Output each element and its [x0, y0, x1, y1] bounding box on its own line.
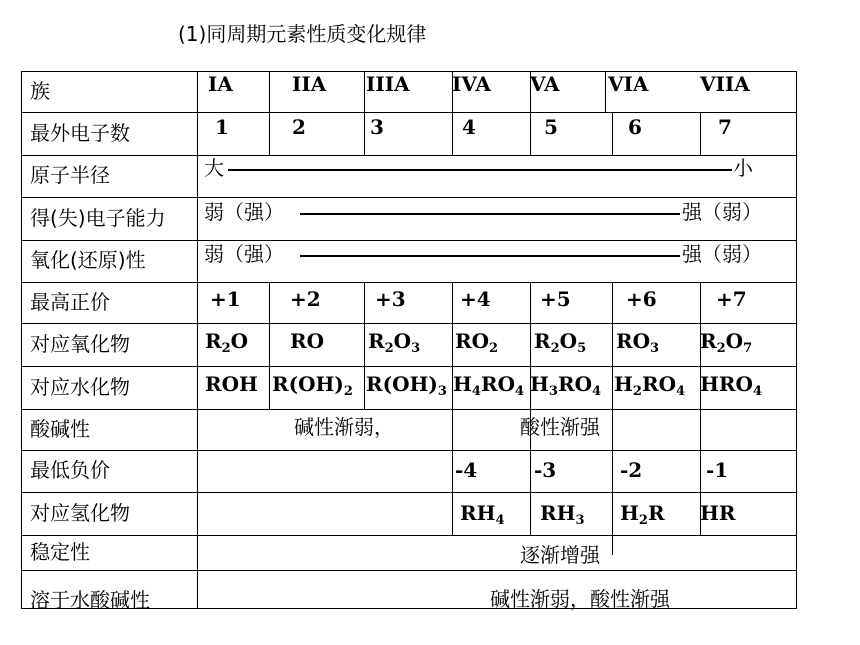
row-header: 原子半径: [30, 163, 110, 187]
col-rule: [364, 112, 365, 155]
col-rule: [452, 282, 453, 323]
col-rule: [452, 409, 453, 450]
col-rule: [530, 323, 531, 366]
col-rule: [364, 323, 365, 366]
row-rule-11: [21, 535, 796, 536]
outer-electron-count: 7: [718, 115, 732, 139]
oxide-formula: $RO_3$: [616, 329, 660, 356]
stability-trend: 逐渐增强: [520, 543, 600, 567]
col-rule: [269, 112, 270, 155]
hydride-formula: $H_2R$: [620, 501, 665, 528]
page-title: (1)同周期元素性质变化规律: [178, 22, 427, 46]
group-label: VA: [530, 72, 560, 96]
hydroxide-formula: $R(OH)_2$: [272, 372, 353, 399]
col-rule: [364, 282, 365, 323]
col-rule: [269, 323, 270, 366]
col-rule: [700, 112, 701, 155]
col-rule: [269, 282, 270, 323]
hydroxide-formula: $H_3RO_4$: [530, 372, 602, 399]
table-border-left: [21, 71, 22, 608]
row-header: 最低负价: [30, 458, 110, 482]
group-label: VIIA: [700, 72, 750, 96]
max-valence: +3: [375, 287, 406, 311]
col-rule: [612, 492, 613, 535]
row-header: 稳定性: [30, 539, 90, 564]
row-header: 对应氢化物: [30, 500, 130, 525]
header-separator: [197, 71, 198, 608]
outer-electron-count: 6: [628, 115, 642, 139]
group-label: VIA: [608, 72, 649, 96]
group-label: IVA: [452, 72, 491, 96]
hydride-formula: HR: [700, 501, 736, 525]
col-rule: [452, 492, 453, 535]
acidity-trend-acidic: 酸性渐强: [520, 415, 600, 439]
col-rule: [452, 323, 453, 366]
row-header: 对应氧化物: [30, 331, 130, 356]
row-rule-2: [21, 155, 796, 156]
col-rule: [269, 366, 270, 409]
row-rule-10: [21, 492, 796, 493]
hydroxide-formula: $R(OH)_3$: [366, 372, 447, 399]
oxide-formula: RO: [290, 329, 325, 353]
col-rule: [612, 323, 613, 366]
electron-ability-right: 强（弱）: [682, 200, 762, 224]
min-valence: -1: [706, 458, 729, 482]
group-label: IA: [208, 72, 233, 96]
table-border-right: [796, 71, 797, 609]
max-valence: +7: [716, 287, 747, 311]
row-rule-4: [21, 240, 796, 241]
outer-electron-count: 2: [292, 115, 306, 139]
col-rule-partial: [612, 535, 613, 555]
redox-right: 强（弱）: [682, 242, 762, 266]
min-valence: -4: [455, 458, 478, 482]
outer-electron-count: 4: [462, 115, 476, 139]
col-rule: [364, 366, 365, 409]
col-rule: [612, 282, 613, 323]
row-rule-7: [21, 366, 796, 367]
col-rule: [530, 112, 531, 155]
row-header: 氧化(还原)性: [30, 248, 146, 272]
max-valence: +5: [540, 287, 571, 311]
row-header: 最外电子数: [30, 120, 130, 145]
oxide-formula: $R_2O_3$: [368, 329, 421, 356]
col-rule: [700, 450, 701, 492]
hydroxide-formula: $H_4RO_4$: [453, 372, 525, 399]
trend-arrow-line: [300, 213, 680, 215]
max-valence: +6: [626, 287, 657, 311]
group-label: IIA: [292, 72, 327, 96]
min-valence: -2: [620, 458, 643, 482]
max-valence: +4: [460, 287, 491, 311]
col-rule: [452, 112, 453, 155]
hydroxide-formula: $HRO_4$: [700, 372, 762, 399]
outer-electron-count: 5: [544, 115, 558, 139]
row-rule-6: [21, 323, 796, 324]
oxide-formula: $RO_2$: [455, 329, 499, 356]
hydride-formula: $RH_4$: [460, 501, 505, 528]
hydroxide-formula: $H_2RO_4$: [614, 372, 686, 399]
col-rule: [364, 71, 365, 112]
row-header: 得(失)电子能力: [30, 205, 166, 230]
min-valence: -3: [534, 458, 557, 482]
col-rule: [530, 282, 531, 323]
oxide-formula: $R_2O_7$: [700, 329, 753, 356]
oxide-formula: $R_2O$: [205, 329, 249, 356]
hydride-formula: $RH_3$: [540, 501, 585, 528]
group-label: IIIA: [366, 72, 410, 96]
col-rule: [612, 366, 613, 409]
row-rule-3: [21, 197, 796, 198]
col-rule: [269, 71, 270, 112]
row-rule-9: [21, 450, 796, 451]
col-rule: [452, 450, 453, 492]
trend-arrow-line: [228, 169, 732, 171]
solution-acidity-trend: 碱性渐弱，酸性渐强: [490, 587, 670, 611]
acidity-trend-basic: 碱性渐弱，: [294, 415, 394, 439]
max-valence: +2: [290, 287, 321, 311]
col-rule: [700, 282, 701, 323]
row-rule-8: [21, 409, 796, 410]
row-rule-12: [21, 570, 796, 571]
outer-electron-count: 1: [215, 115, 229, 139]
row-header: 族: [30, 78, 50, 103]
row-rule-1: [21, 112, 796, 113]
radius-left: 大: [204, 156, 224, 180]
electron-ability-left: 弱（强）: [204, 200, 284, 224]
row-header: 溶于水酸碱性: [30, 588, 150, 612]
col-rule: [605, 71, 606, 112]
redox-left: 弱（强）: [204, 242, 284, 266]
trend-arrow-line: [300, 255, 680, 257]
col-rule: [612, 450, 613, 492]
col-rule: [530, 450, 531, 492]
max-valence: +1: [210, 287, 241, 311]
row-header: 酸碱性: [30, 416, 90, 441]
outer-electron-count: 3: [370, 115, 384, 139]
row-rule-5: [21, 282, 796, 283]
oxide-formula: $R_2O_5$: [534, 329, 587, 356]
hydroxide-formula: ROH: [205, 372, 258, 396]
col-rule: [700, 409, 701, 450]
row-header: 最高正价: [30, 289, 110, 314]
col-rule: [612, 409, 613, 450]
radius-right: 小: [733, 156, 753, 180]
col-rule: [612, 112, 613, 155]
col-rule: [530, 492, 531, 535]
row-header: 对应水化物: [30, 374, 130, 399]
